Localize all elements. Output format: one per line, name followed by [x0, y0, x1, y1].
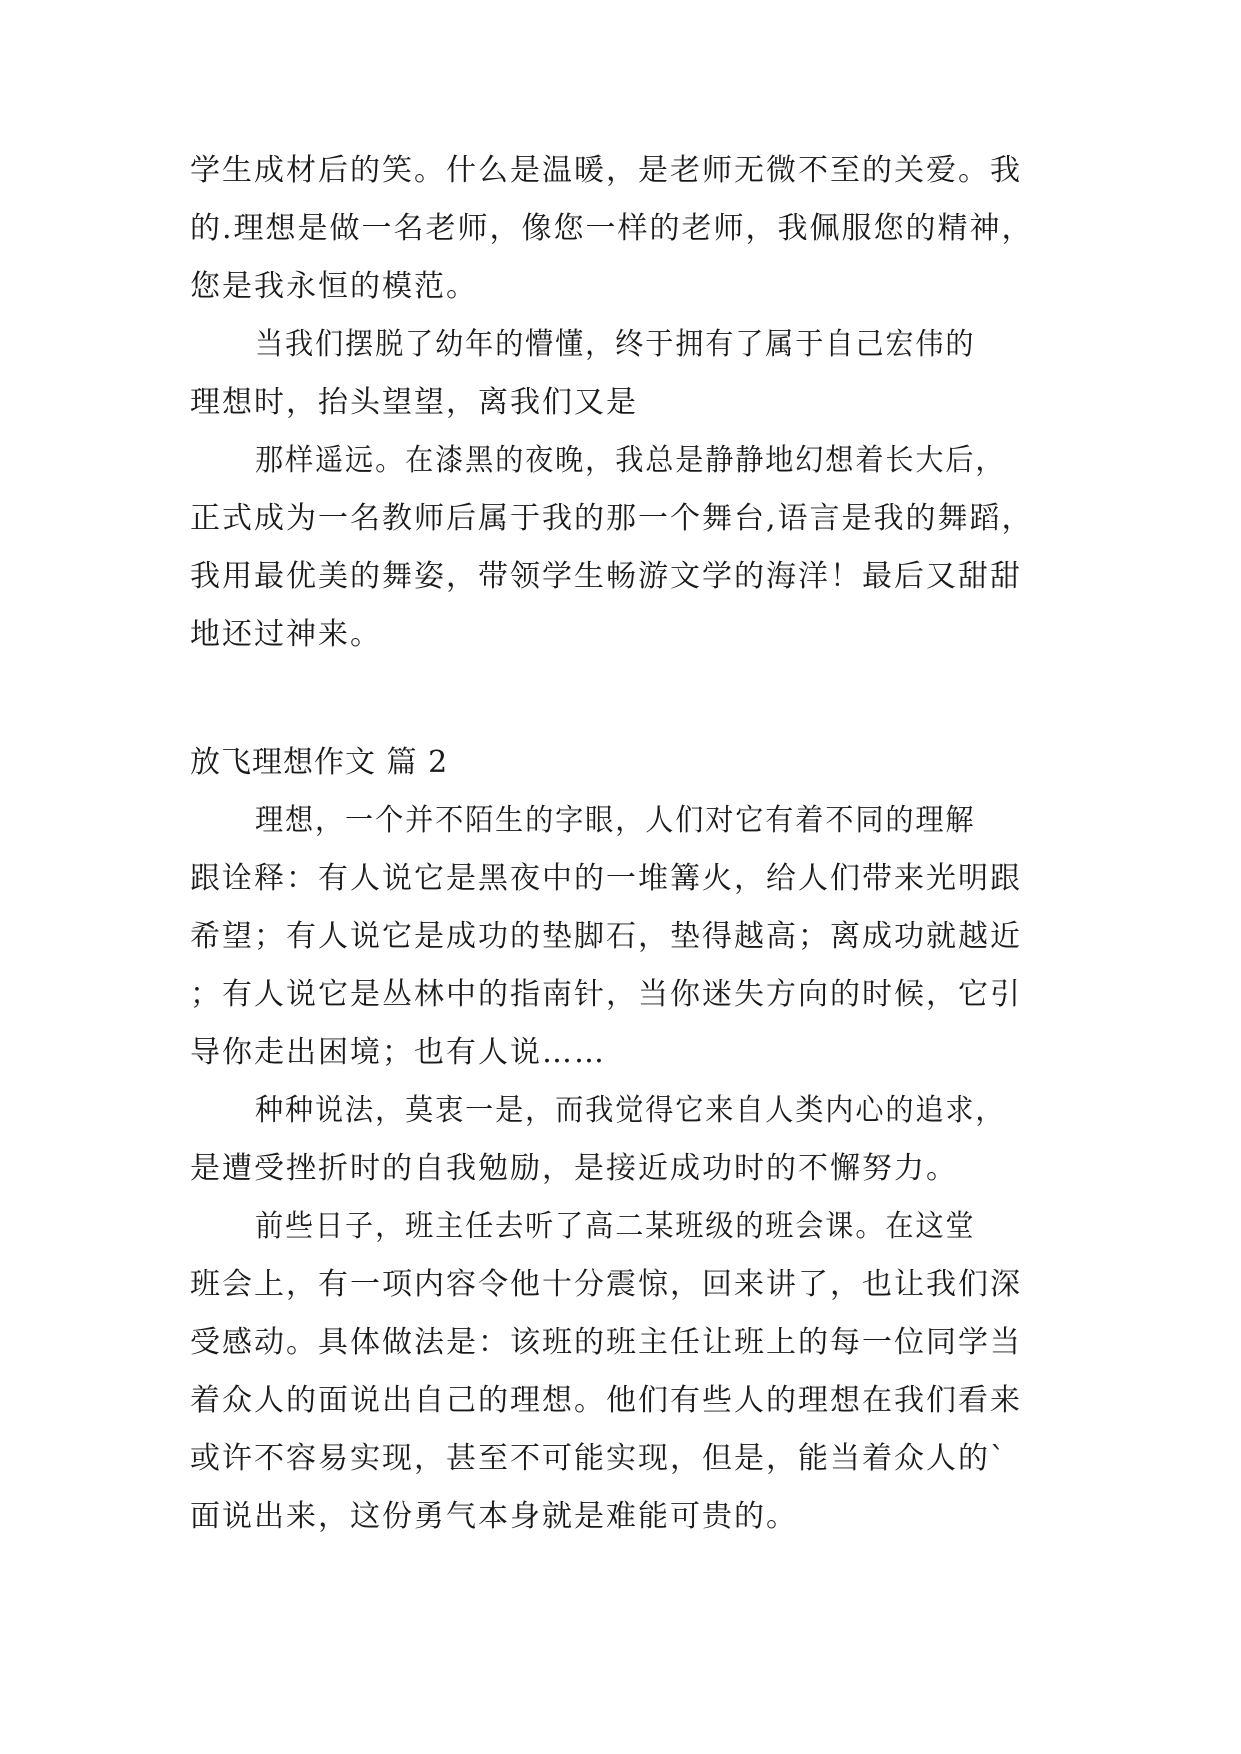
text-line: 您是我永恒的模范。: [190, 269, 478, 304]
text-line: ；有人说它是丛林中的指南针，当你迷失方向的时候，它引: [190, 977, 1022, 1012]
text-line: 或许不容易实现，甚至不可能实现，但是，能当着众人的`: [190, 1441, 1007, 1476]
text-line: 学生成材后的笑。什么是温暖，是老师无微不至的关爱。我: [190, 153, 1022, 188]
text-line: 是遭受挫折时的自我勉励，是接近成功时的不懈努力。: [190, 1151, 958, 1186]
section-heading: 放飞理想作文 篇 2: [190, 745, 449, 780]
text-line: 班会上，有一项内容令他十分震惊，回来讲了，也让我们深: [190, 1267, 1022, 1302]
text-line: 跟诠释：有人说它是黑夜中的一堆篝火，给人们带来光明跟: [190, 861, 1022, 896]
text-line: 地还过神来。: [190, 617, 382, 652]
paragraph-first-line: 当我们摆脱了幼年的懵懂，终于拥有了属于自己宏伟的: [255, 327, 976, 362]
paragraph-first-line: 前些日子，班主任去听了高二某班级的班会课。在这堂: [255, 1209, 976, 1244]
paragraph-first-line: 理想，一个并不陌生的字眼，人们对它有着不同的理解: [255, 803, 976, 838]
text-line: 导你走出困境；也有人说……: [190, 1035, 606, 1070]
text-line: 理想时，抬头望望，离我们又是: [190, 385, 638, 420]
text-line: 正式成为一名教师后属于我的那一个舞台,语言是我的舞蹈，: [190, 501, 1034, 536]
text-line: 受感动。具体做法是：该班的班主任让班上的每一位同学当: [190, 1325, 1022, 1360]
text-line: 的.理想是做一名老师，像您一样的老师，我佩服您的精神，: [190, 211, 1034, 246]
paragraph-first-line: 那样遥远。在漆黑的夜晚，我总是静静地幻想着长大后，: [255, 443, 1006, 478]
text-line: 我用最优美的舞姿，带领学生畅游文学的海洋！最后又甜甜: [190, 559, 1022, 594]
text-line: 面说出来，这份勇气本身就是难能可贵的。: [190, 1499, 798, 1534]
text-line: 着众人的面说出自己的理想。他们有些人的理想在我们看来: [190, 1383, 1022, 1418]
paragraph-first-line: 种种说法，莫衷一是，而我觉得它来自人类内心的追求，: [255, 1093, 1006, 1128]
text-line: 希望；有人说它是成功的垫脚石，垫得越高；离成功就越近: [190, 919, 1022, 954]
